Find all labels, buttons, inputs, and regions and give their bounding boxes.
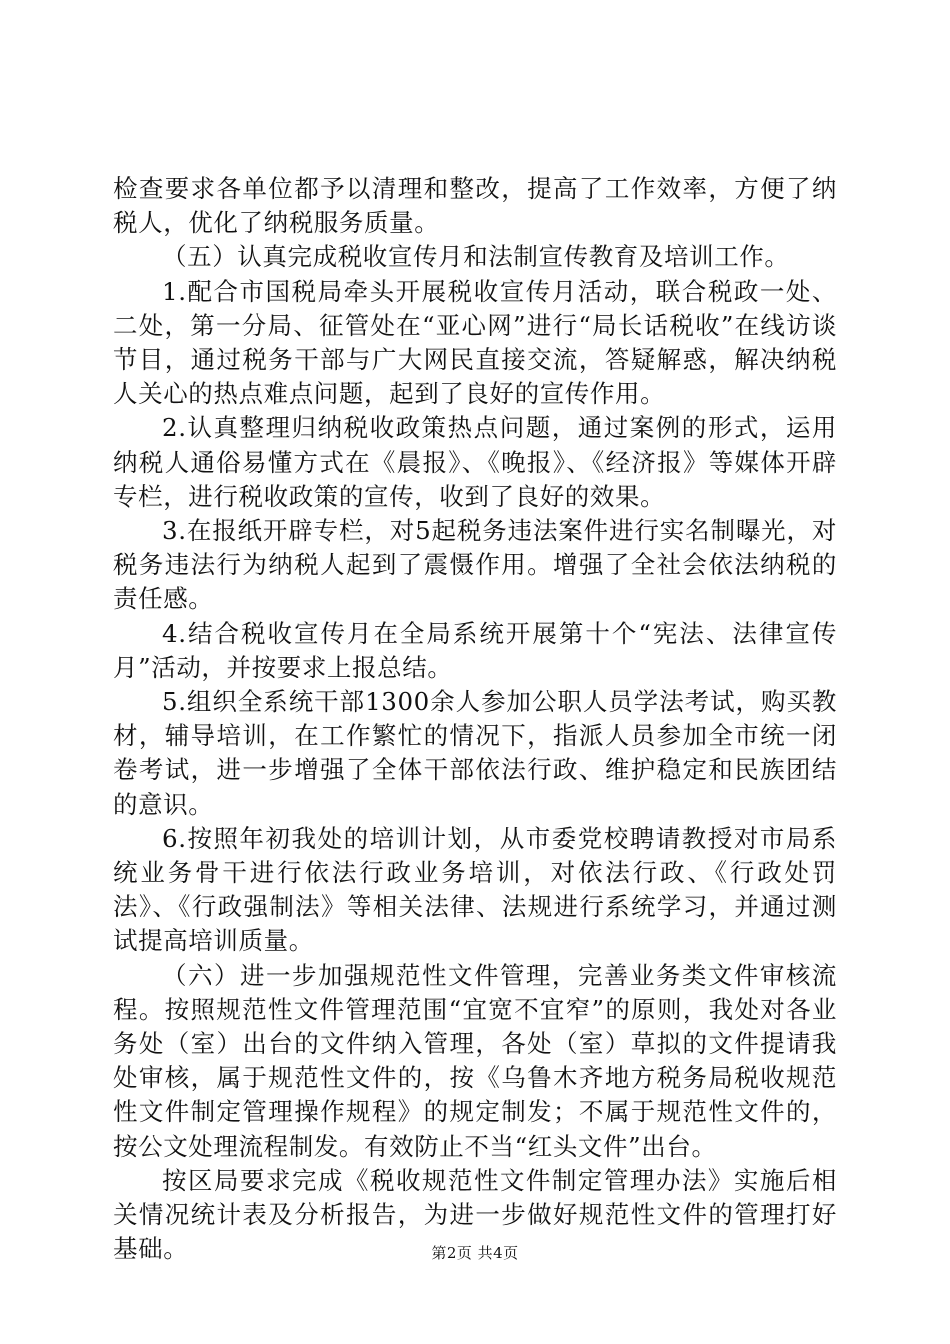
list-item-3: 3.在报纸开辟专栏，对5起税务违法案件进行实名制曝光，对税务违法行为纳税人起到了震慑作用。增强了全社会依法纳税的责任感。 xyxy=(113,516,837,614)
closing-paragraph: 按区局要求完成《税收规范性文件制定管理办法》实施后相关情况统计表及分析报告，为进一步做好规范性文件的管理打好基础。 xyxy=(113,1165,837,1264)
paragraph-continuation: 检查要求各单位都予以清理和整改，提高了工作效率，方便了纳税人，优化了纳税服务质量。 xyxy=(113,174,837,238)
list-item-6: 6.按照年初我处的培训计划，从市委党校聘请教授对市局系统业务骨干进行依法行政业务培训，对依法行政、《行政处罚法》、《行政强制法》等相关法律、法规进行系统学习，并通过测试提高培训质量。 xyxy=(113,823,837,956)
section-heading-6: （六）进一步加强规范性文件管理，完善业务类文件审核流程。按照规范性文件管理范围“宜宽不宜窄”的原则，我处对各业务处（室）出台的文件纳入管理，各处（室）草拟的文件提请我处审核，属于规范性文件的，按《乌鲁木齐地方税务局税收规范性文件制定管理操作规程》的规定制发；不属于规范性文件的，按公文处理流程制发。有效防止不当“红头文件”出台。 xyxy=(113,960,837,1161)
list-item-4: 4.结合税收宣传月在全局系统开展第十个“宪法、法律宣传月”活动，并按要求上报总结。 xyxy=(113,618,837,682)
list-item-1: 1.配合市国税局牵头开展税收宣传月活动，联合税政一处、二处，第一分局、征管处在“亚心网”进行“局长话税收”在线访谈节目，通过税务干部与广大网民直接交流，答疑解惑，解决纳税人关心的热点难点问题，起到了良好的宣传作用。 xyxy=(113,276,837,409)
page-number-footer: 第2页 共4页 xyxy=(431,1244,519,1262)
section-heading-5: （五）认真完成税收宣传月和法制宣传教育及培训工作。 xyxy=(162,242,790,272)
list-item-2: 2.认真整理归纳税收政策热点问题，通过案例的形式，运用纳税人通俗易懂方式在《晨报》、《晚报》、《经济报》等媒体开辟专栏，进行税收政策的宣传，收到了良好的效果。 xyxy=(113,413,837,511)
document-body xyxy=(113,172,837,1267)
list-item-5: 5.组织全系统干部1300余人参加公职人员学法考试，购买教材，辅导培训，在工作繁忙的情况下，指派人员参加全市统一闭卷考试，进一步增强了全体干部依法行政、维护稳定和民族团结的意识。 xyxy=(113,687,837,819)
